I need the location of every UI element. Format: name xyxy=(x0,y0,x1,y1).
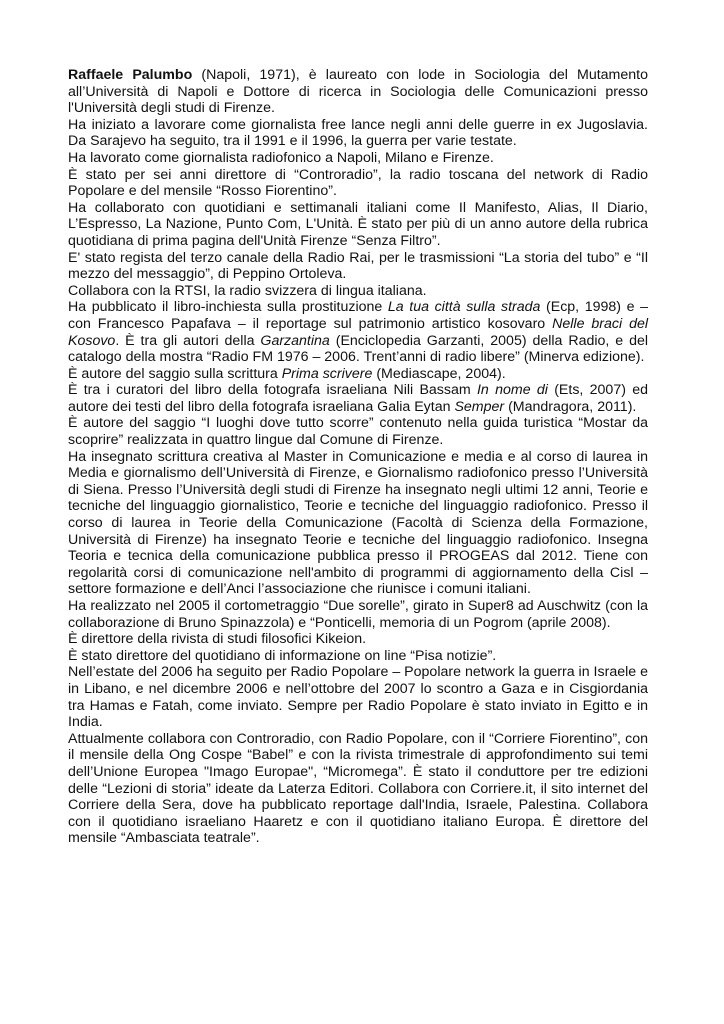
paragraph-radio-journalist: Ha lavorato come giornalista radiofonico a Napoli, Milano e Firenze. xyxy=(68,149,494,166)
paragraph-radio-rai: E' stato regista del terzo canale della Radio Rai, per le trasmissioni “La storia del tubo” e “Il mezzo del messaggio”, di Peppino Ortoleva. xyxy=(68,249,648,283)
text-span: (Mediascape, 2004). xyxy=(372,365,506,382)
paragraph-controradio: È stato per sei anni direttore di “Controradio”, la radio toscana del network di Radio Popolare e del mensile “Rosso Fiorentino”. xyxy=(68,166,648,200)
intro-text: (Napoli, 1971), è laureato con lode in Sociologia del Mutamento all’Università di Napoli e Dottore di ricerca in Sociologia delle Comunicazioni presso l'Università degli studi di Firenze. xyxy=(68,67,648,117)
paragraph-newspapers: Ha collaborato con quotidiani e settimanali italiani come Il Manifesto, Alias, Il Diario, L’Espresso, La Nazione, Punto Com, L'Unità. È stato per più di un anno autore della rubrica quotidiana di prima pagina dell'Unità Firenze “Senza Filtro”. xyxy=(68,199,648,249)
book-title: La tua città sulla strada xyxy=(387,299,541,316)
paragraph-intro xyxy=(68,67,648,117)
text-span: . È tra gli autori della xyxy=(115,332,261,349)
book-title: Nelle braci del Kosovo xyxy=(68,315,648,349)
paragraph-teaching: Ha insegnato scrittura creativa al Master in Comunicazione e media e al corso di laurea in Media e giornalismo dell’Università di Firenze, e Giornalismo radiofonico presso l’Università di Siena. Presso l’Università degli studi di Firenze ha insegnato negli ultimi 12 anni, Teorie e tecniche del linguaggio giornalistico, Teorie e tecniche del linguaggio radiofonico. Presso il corso di laurea in Teorie della Comunicazione (Facoltà di Scienza della Formazione, Università di Firenze) ha insegnato Teorie e tecniche del linguaggio radiofonico. Insegna Teoria e tecnica della comunicazione pubblica presso il PROGEAS dal 2012. Tiene con regolarità corsi di comunicazione nell'ambito di programmi di aggiornamento della Cisl – settore formazione e dell’Anci l’associazione che riunisce i comuni italiani. xyxy=(68,448,648,598)
book-title: Prima scrivere xyxy=(281,365,373,382)
text-span: (Ets, 2007) ed autore dei testi del libro della fotografa israeliana Galia Eytan xyxy=(68,382,648,415)
text-span: (Enciclopedia Garzanti, 2005) della Radio, e del catalogo della mostra “Radio FM 1976 – 2006. Trent’anni di radio libere” (Minerva edizione). xyxy=(68,332,648,366)
text-span: È autore del saggio sulla scrittura xyxy=(68,365,282,382)
biography-document xyxy=(68,67,648,847)
paragraph-mostar-essay: È autore del saggio “I luoghi dove tutto scorre” contenuto nella guida turistica “Mostar da scoprire” realizzata in quattro lingue dal Comune di Firenze. xyxy=(68,415,648,449)
paragraph-short-films: Ha realizzato nel 2005 il cortometraggio “Due sorelle”, girato in Super8 ad Auschwitz (con la collaborazione di Bruno Spinazzola) e “Ponticelli, memoria di un Pogrom (aprile 2008). xyxy=(68,598,648,631)
paragraph-current-work: Attualmente collabora con Controradio, con Radio Popolare, con il “Corriere Fiorentino”, con il mensile della Ong Cospe “Babel” e con la rivista trimestrale di approfondimento sui temi dell’Unione Europea "Imago Europae", “Micromega”. È stato il conduttore per tre edizioni delle “Lezioni di storia” ideate da Laterza Editori. Collabora con Corriere.it, il sito internet del Corriere della Sera, dove ha pubblicato reportage dall'India, Israele, Palestina. Collabora con il quotidiano israeliano Haaretz e con il quotidiano italiano Europa. È direttore del mensile “Ambasciata teatrale”. xyxy=(68,730,648,847)
paragraph-essay-writing xyxy=(68,366,648,383)
text-span: Ha pubblicato il libro-inchiesta sulla prostituzione xyxy=(68,299,388,316)
paragraph-publications xyxy=(68,299,648,365)
text-span: (Mandragora, 2011). xyxy=(504,398,637,415)
book-title: Garzantina xyxy=(260,332,330,349)
paragraph-pisa-notizie: È stato direttore del quotidiano di informazione on line “Pisa notizie”. xyxy=(68,647,497,664)
paragraph-photo-books xyxy=(68,382,648,415)
book-title: In nome di xyxy=(476,382,548,399)
author-name: Raffaele Palumbo xyxy=(68,67,193,83)
text-span: È tra i curatori del libro della fotografa israeliana Nili Bassam xyxy=(68,382,477,399)
text-span: (Ecp, 1998) e – con Francesco Papafava – il reportage sul patrimonio artistico kosovaro xyxy=(68,299,648,332)
paragraph-correspondent: Nell’estate del 2006 ha seguito per Radio Popolare – Popolare network la guerra in Israele e in Libano, e nel dicembre 2006 e nell’ottobre del 2007 lo scontro a Gaza e in Cisgiordania tra Hamas e Fatah, come inviato. Sempre per Radio Popolare è stato inviato in Egitto e in India. xyxy=(68,664,648,731)
paragraph-rtsi: Collabora con la RTSI, la radio svizzera di lingua italiana. xyxy=(68,282,427,299)
paragraph-kikeion: È direttore della rivista di studi filosofici Kikeion. xyxy=(68,631,367,648)
paragraph-freelance: Ha iniziato a lavorare come giornalista free lance negli anni delle guerre in ex Jugoslavia. Da Sarajevo ha seguito, tra il 1991 e il 1996, la guerra per varie testate. xyxy=(68,116,648,150)
book-title: Semper xyxy=(454,398,505,415)
